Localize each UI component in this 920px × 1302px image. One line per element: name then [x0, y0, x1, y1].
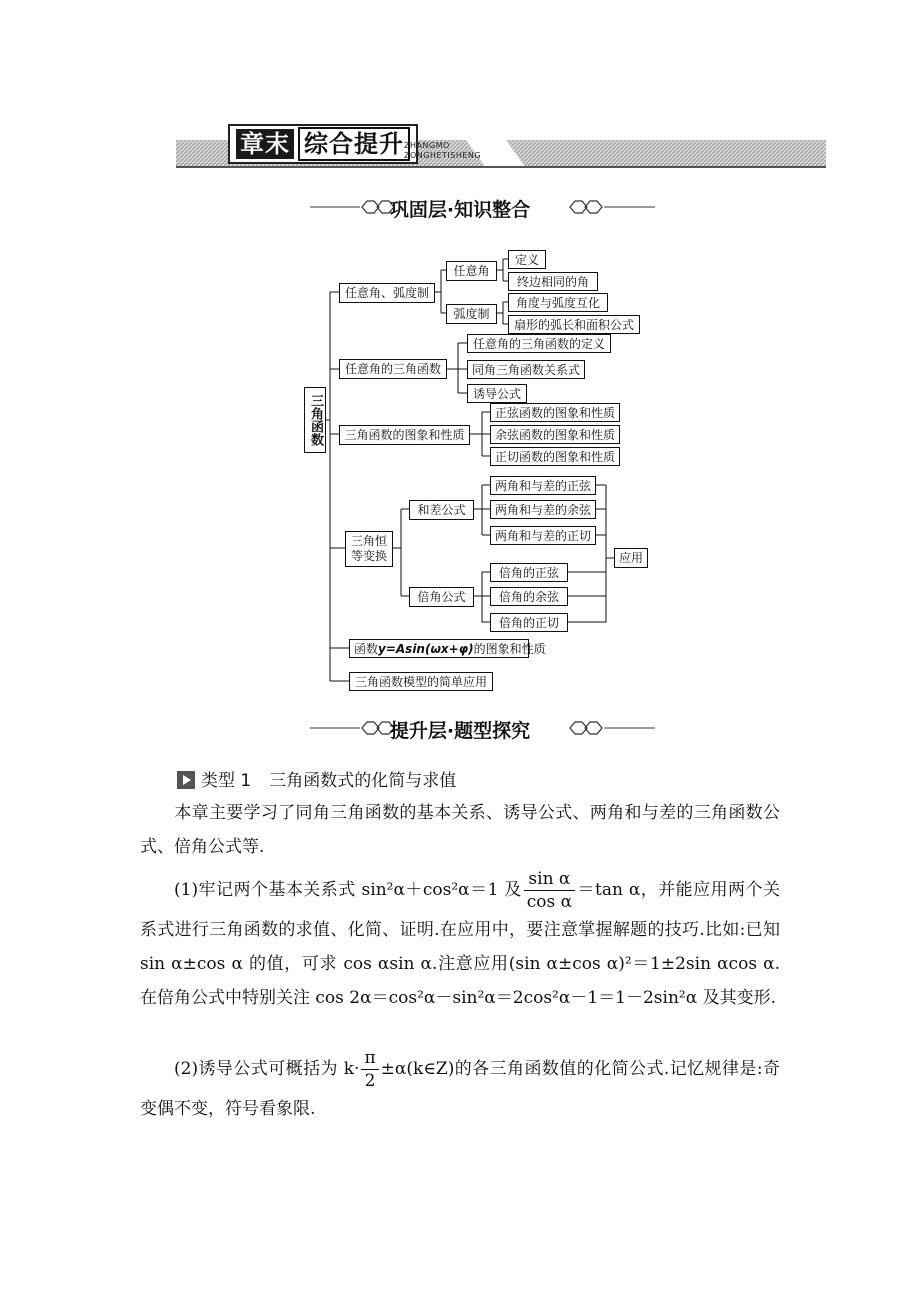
play-triangle-icon — [177, 771, 195, 789]
type-label: 类型 1 — [201, 771, 252, 791]
node-youdao: 诱导公式 — [467, 384, 527, 403]
paragraph-2-b: ±α(k∈Z)的各三角函数值的化简公式.记忆规律是:奇变偶不变，符号看象限. — [140, 1059, 780, 1119]
type-heading — [177, 766, 456, 791]
section-title-exploration: 提升层·题型探究 — [389, 720, 531, 742]
pinyin-line-1: ZHANGMO — [404, 141, 450, 150]
node-hecha-cos: 两角和与差的余弦 — [490, 500, 596, 519]
node-hengdeng-line2: 等变换 — [350, 549, 387, 563]
paragraph-1-b: ＝tan α，并能应用两个关系式进行三角函数的求值、化简、证明.在应用中，要注意掌握解题的技巧.比如:已知 sin α±cos α 的值，可求 cos αsin α.注意应用(sin α±cos α)²＝1±2sin αcos α.在倍角公式中特别关注 cos 2α＝cos²α－sin²α＝2cos²α－1＝1－2sin²α 及其变形. — [140, 880, 780, 1008]
node-hecha: 和差公式 — [409, 500, 474, 520]
node-yuxian: 余弦函数的图象和性质 — [490, 425, 620, 444]
node-hecha-tan: 两角和与差的正切 — [490, 526, 596, 545]
node-hengdeng — [345, 531, 393, 567]
fraction-denominator: cos α — [526, 892, 573, 912]
node-zhongbian: 终边相同的角 — [508, 272, 598, 291]
node-renyijiao: 任意角 — [446, 261, 497, 281]
node-hanshu-suffix: 的图象和性质 — [473, 642, 546, 656]
node-hududzhi: 弧度制 — [446, 304, 497, 324]
node-hanshu-formula: y=Asin(ωx+φ) — [378, 642, 474, 656]
node-hanshu — [349, 639, 546, 658]
node-moxing: 三角函数模型的简单应用 — [349, 672, 493, 691]
paragraph-1 — [140, 868, 780, 1015]
chapter-title-main: 章末 — [236, 129, 294, 159]
fraction-sin-cos — [524, 868, 575, 913]
node-shanxing: 扇形的弧长和面积公式 — [508, 315, 640, 334]
node-bei-sin: 倍角的正弦 — [490, 563, 568, 582]
node-beijiao: 倍角公式 — [409, 587, 474, 607]
node-hengdeng-line1: 三角恒 — [350, 534, 387, 548]
node-bei-cos: 倍角的余弦 — [490, 587, 568, 606]
node-hanshu-prefix: 函数 — [354, 642, 379, 656]
paragraph-2-a: (2)诱导公式可概括为 k· — [174, 1059, 360, 1079]
node-zhengqie: 正切函数的图象和性质 — [490, 447, 620, 466]
node-tongjiao: 同角三角函数关系式 — [467, 360, 585, 379]
paragraph-2 — [140, 1047, 780, 1126]
node-tuxiang: 三角函数的图象和性质 — [339, 425, 470, 445]
paragraph-1-a: (1)牢记两个基本关系式 sin²α＋cos²α＝1 及 — [174, 880, 522, 900]
paragraph-intro-text: 本章主要学习了同角三角函数的基本关系、诱导公式、两角和与差的三角函数公式、倍角公式等. — [140, 803, 780, 857]
chapter-title-sub: 综合提升 — [298, 127, 410, 161]
node-zhengxian: 正弦函数的图象和性质 — [490, 403, 620, 422]
fraction-denominator: 2 — [364, 1071, 376, 1091]
fraction-pi-2 — [361, 1047, 378, 1092]
fraction-numerator: π — [361, 1047, 378, 1070]
node-sanjiao-dingyi: 任意角的三角函数的定义 — [467, 334, 611, 353]
section-title-knowledge: 巩固层·知识整合 — [389, 199, 531, 221]
node-yingyong: 应用 — [614, 548, 648, 568]
node-renyi-sanjiao: 任意角的三角函数 — [339, 359, 447, 379]
pinyin-line-2: ZONGHETISHENG — [404, 151, 482, 160]
node-renyi-hudu: 任意角、弧度制 — [339, 283, 435, 303]
node-hecha-sin: 两角和与差的正弦 — [490, 476, 596, 495]
type-title: 三角函数式的化简与求值 — [269, 771, 457, 791]
node-root: 三角函数 — [304, 387, 326, 453]
section-head-exploration — [0, 714, 920, 744]
paragraph-intro — [140, 796, 780, 864]
node-bei-tan: 倍角的正切 — [490, 613, 568, 632]
fraction-numerator: sin α — [524, 868, 575, 891]
node-jiaodu-hudu: 角度与弧度互化 — [508, 293, 608, 312]
node-dingyi: 定义 — [508, 250, 546, 269]
